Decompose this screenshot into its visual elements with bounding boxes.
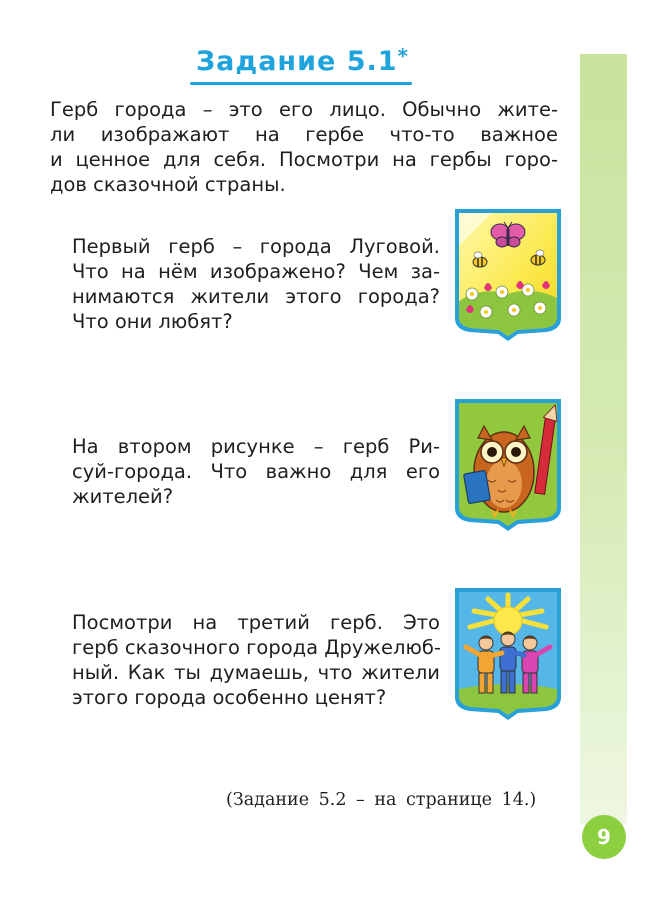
title-underline (190, 82, 412, 85)
intro-line: ли изображают на гербе что-то важное (50, 123, 558, 146)
question-2-line: суй-города. Что важно для его (72, 460, 440, 483)
question-3-line: этого города особенно ценят? (72, 686, 387, 709)
page-number: 9 (597, 825, 611, 849)
page-number-badge (582, 815, 626, 859)
question-2-line: На втором рисунке – герб Ри- (72, 435, 440, 458)
intro-line: Герб города – это его лицо. Обычно жите- (50, 98, 558, 121)
question-2-paragraph (72, 434, 440, 509)
question-1-line: Что на нём изображено? Чем за- (72, 260, 440, 283)
task-asterisk: * (397, 44, 410, 68)
question-3-paragraph (72, 610, 440, 710)
intro-line: и ценное для себя. Посмотри на гербы горо- (50, 148, 558, 171)
question-3-line: Посмотри на третий герб. Это (72, 611, 440, 634)
question-3-line: ный. Как ты думаешь, что жители (72, 661, 440, 684)
question-2-line: жителей? (72, 485, 174, 508)
friends-crest-icon (452, 585, 564, 721)
side-decor-bar (580, 54, 627, 824)
question-3-line: герб сказочного города Дружелюб- (72, 636, 441, 659)
intro-line: дов сказочной страны. (50, 173, 286, 196)
question-1-paragraph (72, 234, 440, 334)
task-title-text: Задание 5.1 (196, 46, 398, 77)
intro-paragraph (50, 97, 558, 197)
question-1-line: Что они любят? (72, 310, 233, 333)
question-1-line: нимаются жители этого города? (72, 285, 440, 308)
owl-crest-icon (452, 396, 564, 532)
task-title (196, 46, 409, 77)
question-1-line: Первый герб – города Луговой. (72, 235, 440, 258)
footnote-reference: (Задание 5.2 – на странице 14.) (226, 790, 537, 810)
meadow-crest-icon (452, 206, 564, 342)
